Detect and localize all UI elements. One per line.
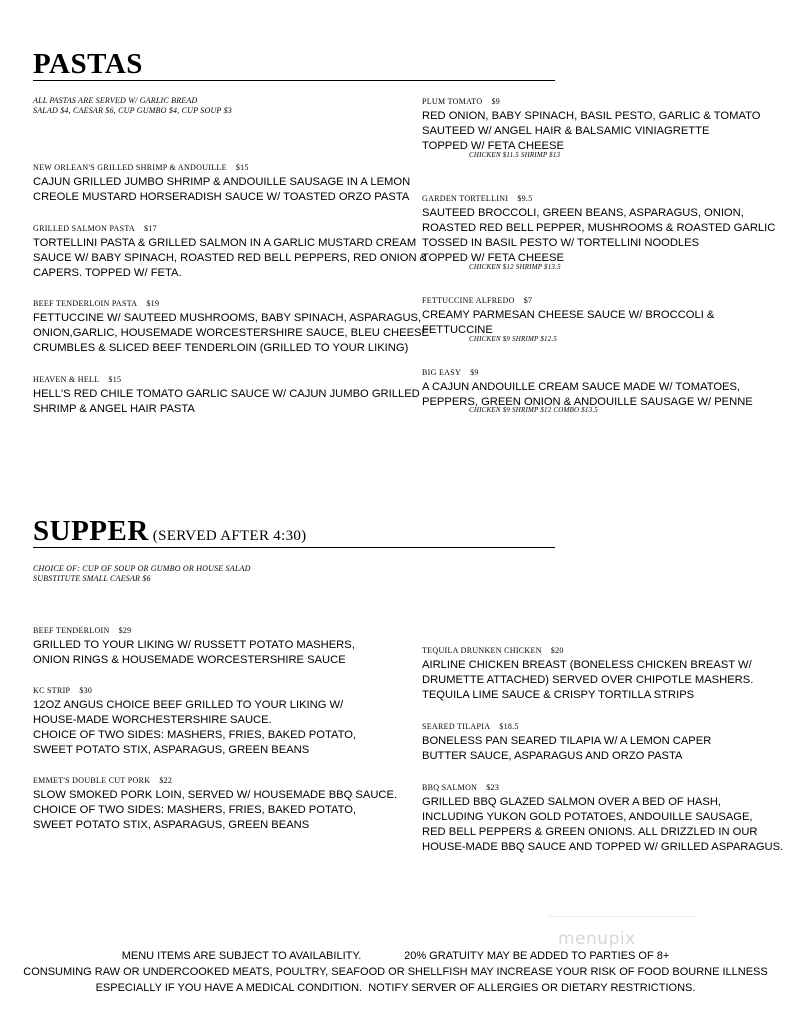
item-header xyxy=(422,645,753,656)
item-description xyxy=(422,658,753,703)
item-price: $23 xyxy=(486,783,500,792)
item-header xyxy=(422,782,783,793)
item-description xyxy=(422,206,775,266)
item-name: HEAVEN & HELL xyxy=(33,375,100,384)
item-header xyxy=(422,295,714,306)
menu-item xyxy=(422,96,760,160)
menu-item xyxy=(33,298,429,356)
item-price: $7 xyxy=(523,296,533,305)
item-addon-prices: CHICKEN $11.5 SHRIMP $13 xyxy=(469,151,561,159)
item-description-line: SAUCE W/ BABY SPINACH, ROASTED RED BELL PEPPERS, RED ONION & xyxy=(33,252,428,264)
menu-item xyxy=(422,721,711,764)
footer-line: ESPECIALLY IF YOU HAVE A MEDICAL CONDITION. NOTIFY SERVER OF ALLERGIES OR DIETARY RESTRICTIONS. xyxy=(95,982,696,994)
item-description-line: AIRLINE CHICKEN BREAST (BONELESS CHICKEN BREAST W/ xyxy=(422,659,752,671)
item-description-line: SWEET POTATO STIX, ASPARAGUS, GREEN BEANS xyxy=(33,819,310,831)
item-addon-prices: CHICKEN $9 SHRIMP $12 COMBO $13.5 xyxy=(469,406,598,414)
menu-item xyxy=(422,295,714,344)
item-description-line: CHOICE OF TWO SIDES: MASHERS, FRIES, BAKED POTATO, xyxy=(33,729,357,741)
item-header xyxy=(422,721,711,732)
menu-item xyxy=(422,367,753,415)
item-description-line: CAJUN GRILLED JUMBO SHRIMP & ANDOUILLE SAUSAGE IN A LEMON xyxy=(33,176,411,188)
item-name: FETTUCCINE ALFREDO xyxy=(422,296,515,305)
item-name: PLUM TOMATO xyxy=(422,97,483,106)
item-description xyxy=(422,308,714,338)
supper-title xyxy=(33,517,306,546)
menu-item xyxy=(33,223,427,281)
item-price: $29 xyxy=(118,626,132,635)
pastas-title-text: PASTAS xyxy=(33,48,143,80)
item-header xyxy=(422,367,753,378)
item-price: $15 xyxy=(108,375,122,384)
item-header xyxy=(33,162,410,173)
item-description-line: SAUTEED W/ ANGEL HAIR & BALSAMIC VINIAGRETTE xyxy=(422,125,710,137)
item-description xyxy=(33,788,397,833)
item-description-line: FETTUCCINE W/ SAUTEED MUSHROOMS, BABY SPINACH, ASPARAGUS, xyxy=(33,312,422,324)
item-header xyxy=(33,625,355,636)
item-description-line: DRUMETTE ATTACHED) SERVED OVER CHIPOTLE MASHERS. xyxy=(422,674,754,686)
item-description-line: TOPPED W/ FETA CHEESE xyxy=(422,252,564,264)
item-addon-prices: CHICKEN $9 SHRIMP $12.5 xyxy=(469,335,558,343)
menu-item xyxy=(33,775,397,833)
pastas-note xyxy=(33,96,232,116)
item-name: BEEF TENDERLOIN xyxy=(33,626,110,635)
item-description xyxy=(422,795,783,855)
item-description-line: BUTTER SAUCE, ASPARAGUS AND ORZO PASTA xyxy=(422,750,683,762)
menu-item xyxy=(422,193,775,272)
item-description-line: HOUSE-MADE BBQ SAUCE AND TOPPED W/ GRILLED ASPARAGUS. xyxy=(422,841,784,853)
footer-disclaimer xyxy=(0,948,791,996)
item-name: GARDEN TORTELLINI xyxy=(422,194,509,203)
item-description-line: FETTUCCINE xyxy=(422,324,493,336)
item-price: $20 xyxy=(550,646,564,655)
item-price: $19 xyxy=(146,299,160,308)
footer-line: CONSUMING RAW OR UNDERCOOKED MEATS, POULTRY, SEAFOOD OR SHELLFISH MAY INCREASE YOUR RISK OF FOOD BOURNE ILLNESS xyxy=(23,966,768,978)
supper-title-text: SUPPER xyxy=(33,515,149,547)
item-description-line: 12OZ ANGUS CHOICE BEEF GRILLED TO YOUR LIKING W/ xyxy=(33,699,344,711)
item-header xyxy=(422,96,760,107)
item-price: $15 xyxy=(235,163,249,172)
item-description-line: SLOW SMOKED PORK LOIN, SERVED W/ HOUSEMADE BBQ SAUCE. xyxy=(33,789,398,801)
item-description xyxy=(33,698,356,758)
item-header xyxy=(33,685,356,696)
item-price: $9 xyxy=(491,97,501,106)
supper-note-line: SUBSTITUTE SMALL CAESAR $6 xyxy=(33,574,151,583)
item-description-line: HELL'S RED CHILE TOMATO GARLIC SAUCE W/ CAJUN JUMBO GRILLED xyxy=(33,388,420,400)
item-description-line: CREOLE MUSTARD HORSERADISH SAUCE W/ TOASTED ORZO PASTA xyxy=(33,191,410,203)
item-header xyxy=(33,374,420,385)
menu-item xyxy=(33,625,355,668)
item-price: $17 xyxy=(143,224,157,233)
item-name: EMMET'S DOUBLE CUT PORK xyxy=(33,776,151,785)
item-description-line: CHOICE OF TWO SIDES: MASHERS, FRIES, BAKED POTATO, xyxy=(33,804,357,816)
menu-item xyxy=(422,782,783,855)
item-description-line: SAUTEED BROCCOLI, GREEN BEANS, ASPARAGUS, ONION, xyxy=(422,207,744,219)
item-header xyxy=(33,223,427,234)
item-description-line: INCLUDING YUKON GOLD POTATOES, ANDOUILLE SAUSAGE, xyxy=(422,811,753,823)
item-description-line: SHRIMP & ANGEL HAIR PASTA xyxy=(33,403,195,415)
menu-item xyxy=(33,374,420,417)
item-description-line: TEQUILA LIME SAUCE & CRISPY TORTILLA STRIPS xyxy=(422,689,695,701)
supper-note-line: CHOICE OF: CUP OF SOUP OR GUMBO OR HOUSE SALAD xyxy=(33,564,251,573)
item-description xyxy=(422,734,711,764)
item-description xyxy=(422,109,760,154)
item-name: SEARED TILAPIA xyxy=(422,722,491,731)
item-description-line: ONION RINGS & HOUSEMADE WORCESTERSHIRE SAUCE xyxy=(33,654,346,666)
item-description-line: PEPPERS, GREEN ONION & ANDOUILLE SAUSAGE W/ PENNE xyxy=(422,396,753,408)
item-description-line: SWEET POTATO STIX, ASPARAGUS, GREEN BEANS xyxy=(33,744,310,756)
item-name: TEQUILA DRUNKEN CHICKEN xyxy=(422,646,542,655)
item-header xyxy=(33,298,429,309)
item-description xyxy=(33,638,355,668)
item-name: BBQ SALMON xyxy=(422,783,478,792)
item-name: KC STRIP xyxy=(33,686,71,695)
item-addon-prices: CHICKEN $12 SHRIMP $13.5 xyxy=(469,263,561,271)
item-description-line: RED BELL PEPPERS & GREEN ONIONS. ALL DRIZZLED IN OUR xyxy=(422,826,758,838)
pastas-title xyxy=(33,50,143,79)
menu-item xyxy=(33,685,356,758)
item-description-line: GRILLED TO YOUR LIKING W/ RUSSETT POTATO MASHERS, xyxy=(33,639,355,651)
watermark-logo: menupix xyxy=(558,929,636,949)
item-description xyxy=(33,175,410,205)
item-name: GRILLED SALMON PASTA xyxy=(33,224,135,233)
pastas-divider xyxy=(33,80,555,81)
item-description xyxy=(33,311,429,356)
item-price: $30 xyxy=(79,686,93,695)
item-name: BIG EASY xyxy=(422,368,462,377)
item-name: NEW ORLEAN'S GRILLED SHRIMP & ANDOUILLE xyxy=(33,163,227,172)
item-name: BEEF TENDERLOIN PASTA xyxy=(33,299,138,308)
item-price: $9.5 xyxy=(517,194,533,203)
footer-line: MENU ITEMS ARE SUBJECT TO AVAILABILITY. 20% GRATUITY MAY BE ADDED TO PARTIES OF 8+ xyxy=(121,950,670,962)
item-description-line: TORTELLINI PASTA & GRILLED SALMON IN A GARLIC MUSTARD CREAM xyxy=(33,237,417,249)
item-description-line: RED ONION, BABY SPINACH, BASIL PESTO, GARLIC & TOMATO xyxy=(422,110,761,122)
item-description-line: GRILLED BBQ GLAZED SALMON OVER A BED OF HASH, xyxy=(422,796,722,808)
item-price: $9 xyxy=(470,368,479,377)
item-description xyxy=(33,236,427,281)
item-description-line: CREAMY PARMESAN CHEESE SAUCE W/ BROCCOLI & xyxy=(422,309,715,321)
item-description-line: CRUMBLES & SLICED BEEF TENDERLOIN (GRILLED TO YOUR LIKING) xyxy=(33,342,409,354)
item-description-line: A CAJUN ANDOUILLE CREAM SAUCE MADE W/ TOMATOES, xyxy=(422,381,741,393)
supper-note xyxy=(33,564,251,584)
item-description-line: CAPERS. TOPPED W/ FETA. xyxy=(33,267,182,279)
item-description-line: BONELESS PAN SEARED TILAPIA W/ A LEMON CAPER xyxy=(422,735,712,747)
item-price: $18.5 xyxy=(499,722,519,731)
pastas-note-line: ALL PASTAS ARE SERVED W/ GARLIC BREAD xyxy=(33,96,198,105)
item-header xyxy=(422,193,775,204)
supper-divider xyxy=(33,547,555,548)
pastas-note-line: SALAD $4, CAESAR $6, CUP GUMBO $4, CUP SOUP $3 xyxy=(33,106,232,115)
item-description xyxy=(33,387,420,417)
menu-item xyxy=(33,162,410,205)
item-description-line: TOPPED W/ FETA CHEESE xyxy=(422,140,564,152)
item-description-line: ROASTED RED BELL PEPPER, MUSHROOMS & ROASTED GARLIC xyxy=(422,222,776,234)
item-description-line: HOUSE-MADE WORCHESTERSHIRE SAUCE. xyxy=(33,714,272,726)
supper-subtitle: (SERVED AFTER 4:30) xyxy=(152,528,307,544)
item-price: $22 xyxy=(159,776,173,785)
menu-item xyxy=(422,645,753,703)
item-description-line: ONION,GARLIC, HOUSEMADE WORCESTERSHIRE SAUCE, BLEU CHEESE xyxy=(33,327,429,339)
item-header xyxy=(33,775,397,786)
item-description-line: TOSSED IN BASIL PESTO W/ TORTELLINI NOODLES xyxy=(422,237,700,249)
